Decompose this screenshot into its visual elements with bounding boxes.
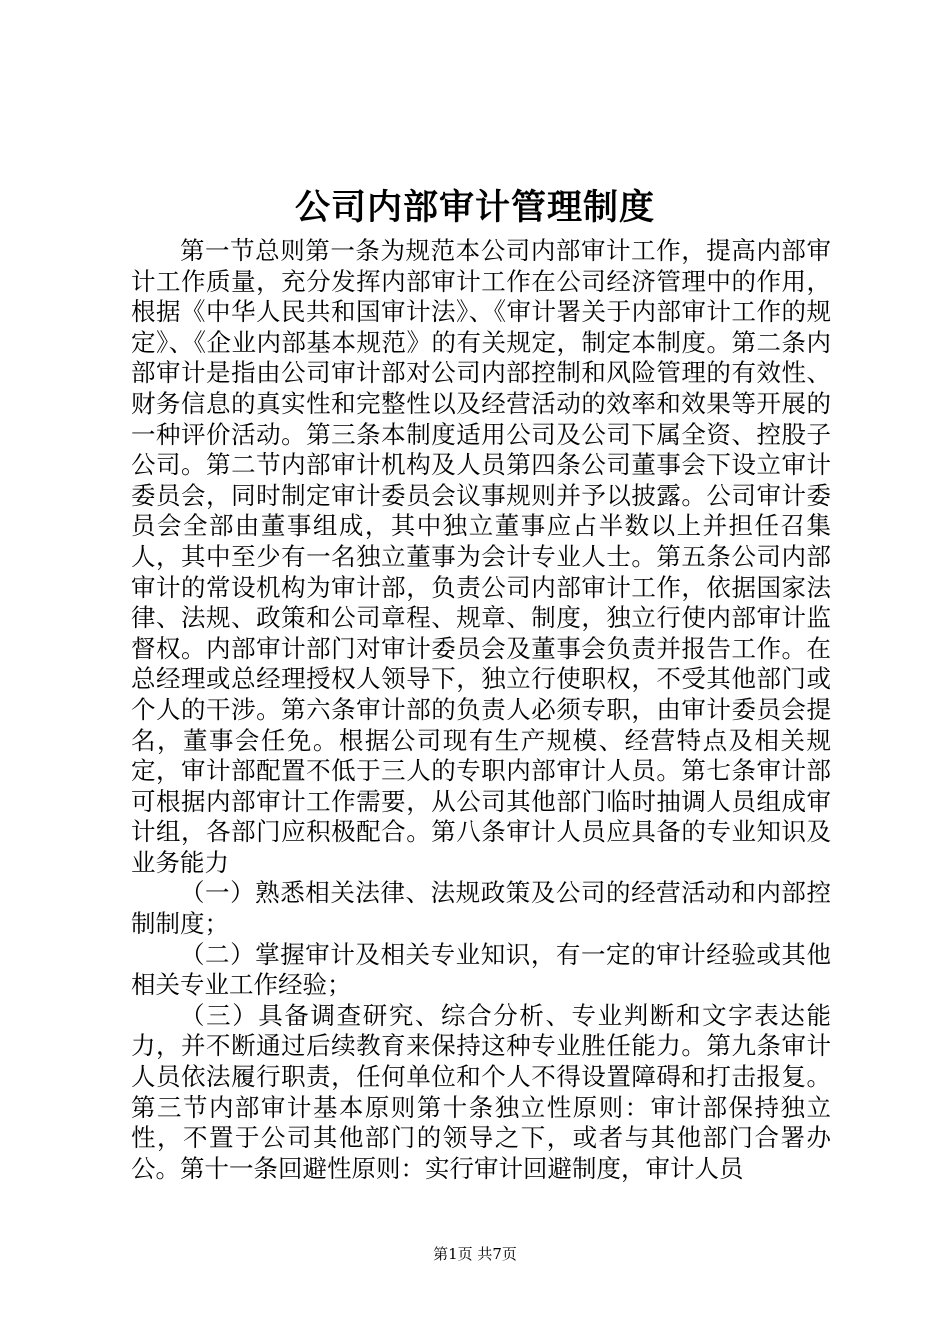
paragraph: （一）熟悉相关法律、法规政策及公司的经营活动和内部控制制度； bbox=[131, 878, 831, 939]
paragraph: （二）掌握审计及相关专业知识，有一定的审计经验或其他相关专业工作经验； bbox=[131, 939, 831, 1000]
document-title: 公司内部审计管理制度 bbox=[294, 187, 655, 228]
document-body bbox=[131, 236, 831, 1184]
paragraph: 第一节总则第一条为规范本公司内部审计工作，提高内部审计工作质量，充分发挥内部审计工作在公司经济管理中的作用，根据《中华人民共和国审计法》、《审计署关于内部审计工作的规定》、《企业内部基本规范》的有关规定，制定本制度。第二条内部审计是指由公司审计部对公司内部控制和风险管理的有效性、财务信息的真实性和完整性以及经营活动的效率和效果等开展的一种评价活动。第三条本制度适用公司及公司下属全资、控股子公司。第二节内部审计机构及人员第四条公司董事会下设立审计委员会，同时制定审计委员会议事规则并予以披露。公司审计委员会全部由董事组成，其中独立董事应占半数以上并担任召集人，其中至少有一名独立董事为会计专业人士。第五条公司内部审计的常设机构为审计部，负责公司内部审计工作，依据国家法律、法规、政策和公司章程、规章、制度，独立行使内部审计监督权。内部审计部门对审计委员会及董事会负责并报告工作。在总经理或总经理授权人领导下，独立行使职权，不受其他部门或个人的干涉。第六条审计部的负责人必须专职，由审计委员会提名，董事会任免。根据公司现有生产规模、经营特点及相关规定，审计部配置不低于三人的专职内部审计人员。第七条审计部可根据内部审计工作需要，从公司其他部门临时抽调人员组成审计组，各部门应积极配合。第八条审计人员应具备的专业知识及业务能力 bbox=[131, 236, 831, 877]
page-footer: 第1页 共7页 bbox=[433, 1245, 517, 1263]
paragraph: （三）具备调查研究、综合分析、专业判断和文字表达能力，并不断通过后续教育来保持这种专业胜任能力。第九条审计人员依法履行职责，任何单位和个人不得设置障碍和打击报复。第三节内部审计基本原则第十条独立性原则：审计部保持独立性，不置于公司其他部门的领导之下，或者与其他部门合署办公。第十一条回避性原则：实行审计回避制度，审计人员 bbox=[131, 1000, 831, 1183]
